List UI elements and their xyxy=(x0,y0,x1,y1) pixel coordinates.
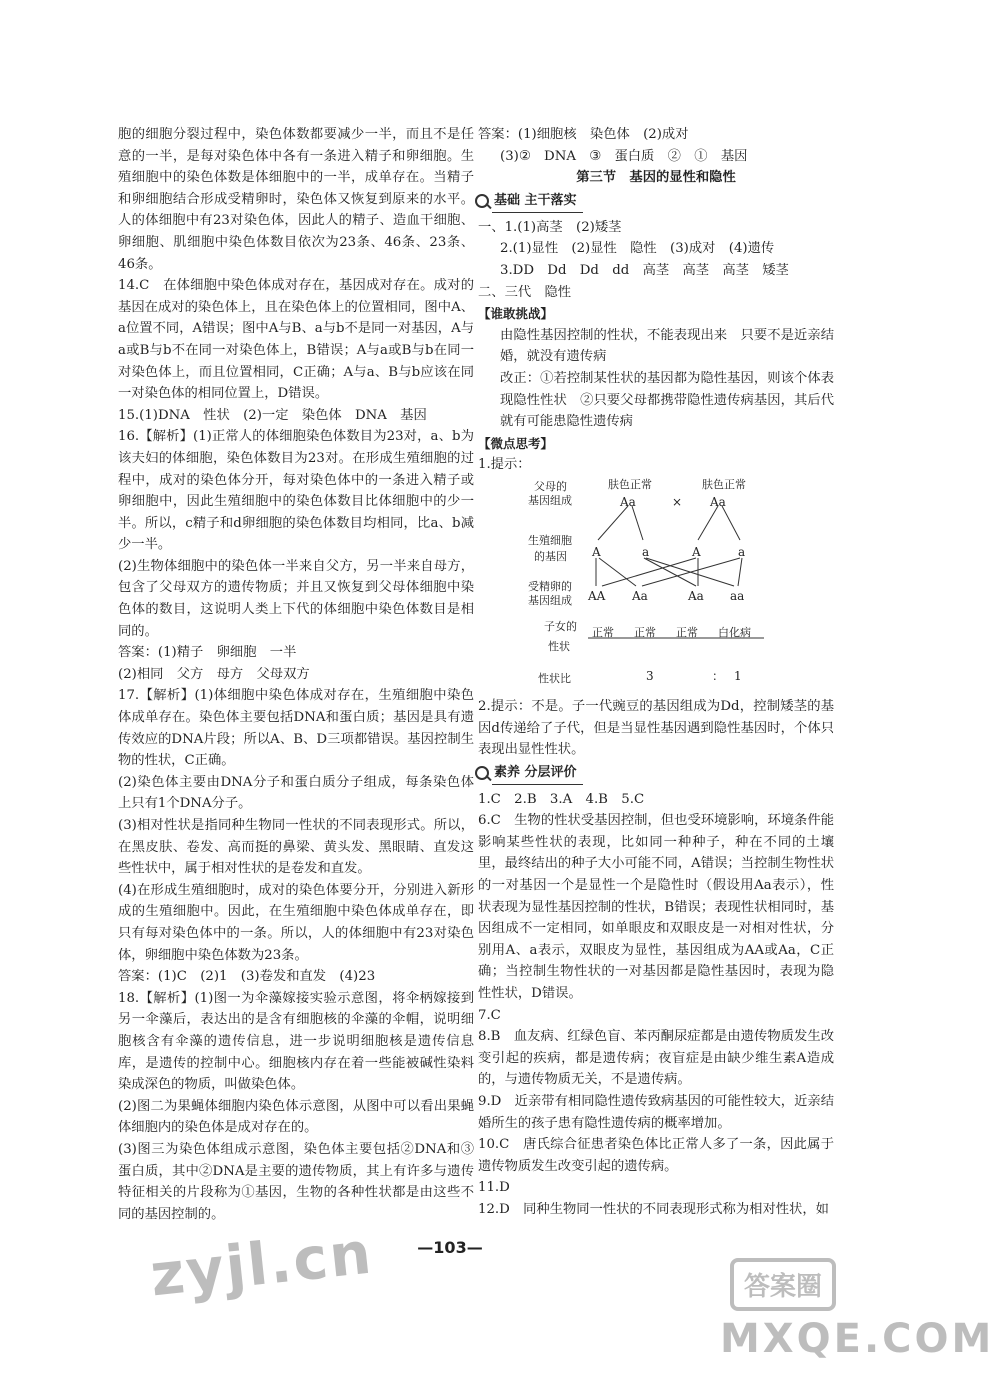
child-trait-3: 正常 xyxy=(676,625,698,639)
label-child-2: 性状 xyxy=(548,639,570,653)
parent-right-pheno: 肤色正常 xyxy=(702,477,746,491)
answer-16-key-1: 答案：(1)精子 卵细胞 一半 xyxy=(118,645,297,661)
watermark-left: zyjl.cn xyxy=(147,1218,376,1310)
eval-7: 7.C xyxy=(478,1007,501,1023)
cross-symbol: × xyxy=(672,494,683,509)
basic-4: 二、三代 隐性 xyxy=(478,284,572,300)
banner-basic xyxy=(474,191,834,213)
para-continuation: 胞的细胞分裂过程中，染色体数都要减少一半，而且不是任意的一半，是每对染色体中各有一条进入精子和卵细胞。生殖细胞中的染色体数是体细胞中的一半，成单存在。当精子和卵细胞结合形成受精卵时，染色体又恢复到原来的水平。人的体细胞中有23对染色体，因此人的精子、造血干细胞、卵细胞、肌细胞中染色体数目依次为23条、46条、23条、46条。 xyxy=(118,127,474,272)
banner-basic-text: 基础 主干落实 xyxy=(492,190,583,213)
parent-left-geno: Aa xyxy=(620,494,636,509)
banner-eval xyxy=(474,763,834,785)
page-number: —103— xyxy=(417,1238,483,1257)
inheritance-diagram xyxy=(478,478,834,692)
label-zygote-2: 基因组成 xyxy=(528,593,572,607)
basic-1: 一、1.(1)高茎 (2)矮茎 xyxy=(478,219,622,235)
label-ratio: 性状比 xyxy=(538,671,571,685)
magnifier-icon xyxy=(474,193,492,211)
answer-17-analysis-3: (3)相对性状是指同种生物同一性状的不同表现形式。所以，在黑皮肤、卷发、高而挺的鼻梁、黄头发、黑眼睛、直发这些性状中，属于相对性状的是卷发和直发。 xyxy=(118,818,474,877)
watermark-right-bottom: MXQE.COM xyxy=(720,1316,994,1362)
section-title: 第三节 基因的显性和隐性 xyxy=(576,170,736,186)
answer-top-2: (3)② DNA ③ 蛋白质 ② ① 基因 xyxy=(500,148,748,164)
watermark-right-top: 答案圈 xyxy=(730,1258,836,1311)
ratio-right: 1 xyxy=(734,668,742,683)
banner-eval-text: 素养 分层评价 xyxy=(492,762,583,785)
parent-right-geno: Aa xyxy=(710,494,726,509)
child-trait-4: 白化病 xyxy=(718,625,751,639)
answer-18-analysis-2: (2)图二为果蝇体细胞内染色体示意图，从图中可以看出果蝇体细胞内的染色体是成对存在的。 xyxy=(118,1098,474,1136)
eval-10: 10.C 唐氏综合征患者染色体比正常人多了一条，因此属于遗传物质发生改变引起的遗传病。 xyxy=(478,1137,834,1174)
ratio-left: 3 xyxy=(646,668,654,683)
answer-17-analysis-1: 17.【解析】(1)体细胞中染色体成对存在，生殖细胞中染色体成单存在。染色体主要包括DNA和蛋白质；基因是具有遗传效应的DNA片段；所以A、B、D三项都错误。基因控制生物的性状，C正确。 xyxy=(118,688,474,769)
eval-1: 1.C 2.B 3.A 4.B 5.C xyxy=(478,791,645,807)
zygote-1: AA xyxy=(588,588,606,603)
label-gamete-2: 的基因 xyxy=(534,549,567,563)
answer-17-key: 答案：(1)C (2)1 (3)卷发和直发 (4)23 xyxy=(118,969,376,985)
answer-17-analysis-4: (4)在形成生殖细胞时，成对的染色体要分开，分别进入新形成的生殖细胞中。因此，在生殖细胞中染色体成单存在，即只有每对染色体中的一条。所以，人的体细胞中有23对染色体，卵细胞中染色体数为23条。 xyxy=(118,882,474,963)
hint-2: 2.提示：不是。子一代豌豆的基因组成为Dd，控制矮茎的基因d传递给了子代，但是当显性基因遇到隐性基因时，个体只表现出显性性状。 xyxy=(478,698,834,758)
tag-thinking: 【微点思考】 xyxy=(478,435,554,451)
answer-17-analysis-2: (2)染色体主要由DNA分子和蛋白质分子组成，每条染色体上只有1个DNA分子。 xyxy=(118,774,474,812)
right-column xyxy=(478,124,834,1221)
label-parent-1: 父母的 xyxy=(534,479,567,493)
gamete-2: a xyxy=(642,544,650,559)
tag-challenge: 【谁敢挑战】 xyxy=(478,306,554,322)
basic-2: 2.(1)显性 (2)显性 隐性 (3)成对 (4)遗传 xyxy=(500,241,775,257)
zygote-4: aa xyxy=(730,588,745,603)
zygote-3: Aa xyxy=(688,588,704,603)
left-column xyxy=(118,124,474,1225)
gamete-1: A xyxy=(592,544,601,559)
eval-12: 12.D 同种生物同一性状的不同表现形式称为相对性状，如 xyxy=(478,1201,829,1217)
label-child-1: 子女的 xyxy=(544,619,577,633)
label-gamete-1: 生殖细胞 xyxy=(528,533,572,547)
child-trait-1: 正常 xyxy=(592,625,614,639)
label-parent-2: 基因组成 xyxy=(528,493,572,507)
answer-16-key-2: (2)相同 父方 母方 父母双方 xyxy=(118,666,310,682)
child-trait-2: 正常 xyxy=(634,625,656,639)
ratio-colon: ： xyxy=(712,668,725,683)
parent-left-pheno: 肤色正常 xyxy=(608,477,652,491)
eval-11: 11.D xyxy=(478,1180,510,1196)
eval-6: 6.C 生物的性状受基因控制，但也受环境影响，环境条件能影响某些性状的表现，比如同一种种子，种在不同的土壤里，最终结出的种子大小可能不同，A错误；当控制生物性状的一对基因一个是显性一个是隐性时（假设用Aa表示），性状表现为显性基因控制的性状，B错误；表现性状相同时，基因组成不一定相同，如单眼皮和双眼皮是一对相对性状，分别用A、a表示，双眼皮为显性，基因组成为AA或Aa，C正确；当控制生物性状的一对基因都是隐性基因时，表现为隐性性状，D错误。 xyxy=(478,813,834,1002)
challenge-2: 改正：①若控制某性状的基因都为隐性基因，则该个体表现隐性性状 ②只要父母都携带隐性遗传病基因，其后代就有可能患隐性遗传病 xyxy=(500,370,834,430)
answer-15: 15.(1)DNA 性状 (2)一定 染色体 DNA 基因 xyxy=(118,407,427,423)
basic-3: 3.DD Dd Dd dd 高茎 高茎 高茎 矮茎 xyxy=(500,262,789,278)
magnifier-icon xyxy=(474,765,492,783)
label-zygote-1: 受精卵的 xyxy=(528,579,572,593)
zygote-2: Aa xyxy=(632,588,648,603)
gamete-4: a xyxy=(738,544,746,559)
answer-18-analysis-1: 18.【解析】(1)图一为伞藻嫁接实验示意图，将伞柄嫁接到另一伞藻后，表达出的是含有细胞核的伞藻的伞帽，说明细胞核含有伞藻的遗传信息，进一步说明细胞核是遗传信息库，是遗传的控制中心。细胞核内存在着一些能被碱性染料染成深色的物质，叫做染色体。 xyxy=(118,990,474,1093)
answer-14: 14.C 在体细胞中染色体成对存在，基因成对存在。成对的基因在成对的染色体上，且在染色体上的位置相同，图中A、a位置不同，A错误；图中A与B、a与b不是同一对基因，A与a或B与b不在同一对染色体上，B错误；A与a或B与b在同一对染色体上，而且位置相同，C正确；A与a、B与b应该在同一对染色体的相同位置上，D错误。 xyxy=(118,278,474,402)
eval-9: 9.D 近亲带有相同隐性遗传致病基因的可能性较大，近亲结婚所生的孩子患有隐性遗传病的概率增加。 xyxy=(478,1094,834,1131)
answer-18-analysis-3: (3)图三为染色体组成示意图，染色体主要包括②DNA和③蛋白质，其中②DNA是主要的遗传物质，其上有许多与遗传特征相关的片段称为①基因，生物的各种性状都是由这些不同的基因控制的。 xyxy=(118,1141,474,1222)
answer-16-analysis-1: 16.【解析】(1)正常人的体细胞染色体数目为23对，a、b为该夫妇的体细胞，染色体数目为23对。在形成生殖细胞的过程中，成对的染色体分开，每对染色体中的一条进入精子或卵细胞中，因此生殖细胞中的染色体数目比体细胞中的少一半。所以，c精子和d卵细胞的染色体数目均相同，比a、b减少一半。 xyxy=(118,429,474,553)
answer-16-analysis-2: (2)生物体细胞中的染色体一半来自父方，另一半来自母方，包含了父母双方的遗传物质；并且又恢复到父母体细胞中染色体的数目，这说明人类上下代的体细胞中染色体数目是相同的。 xyxy=(118,558,474,639)
eval-8: 8.B 血友病、红绿色盲、苯丙酮尿症都是由遗传物质发生改变引起的疾病，都是遗传病；夜盲症是由缺少维生素A造成的，与遗传物质无关，不是遗传病。 xyxy=(478,1029,834,1088)
answer-top-1: 答案：(1)细胞核 染色体 (2)成对 xyxy=(478,127,689,142)
challenge-1: 由隐性基因控制的性状，不能表现出来 只要不是近亲结婚，就没有遗传病 xyxy=(500,327,834,365)
hint-1: 1.提示： xyxy=(478,457,531,473)
gamete-3: A xyxy=(692,544,701,559)
